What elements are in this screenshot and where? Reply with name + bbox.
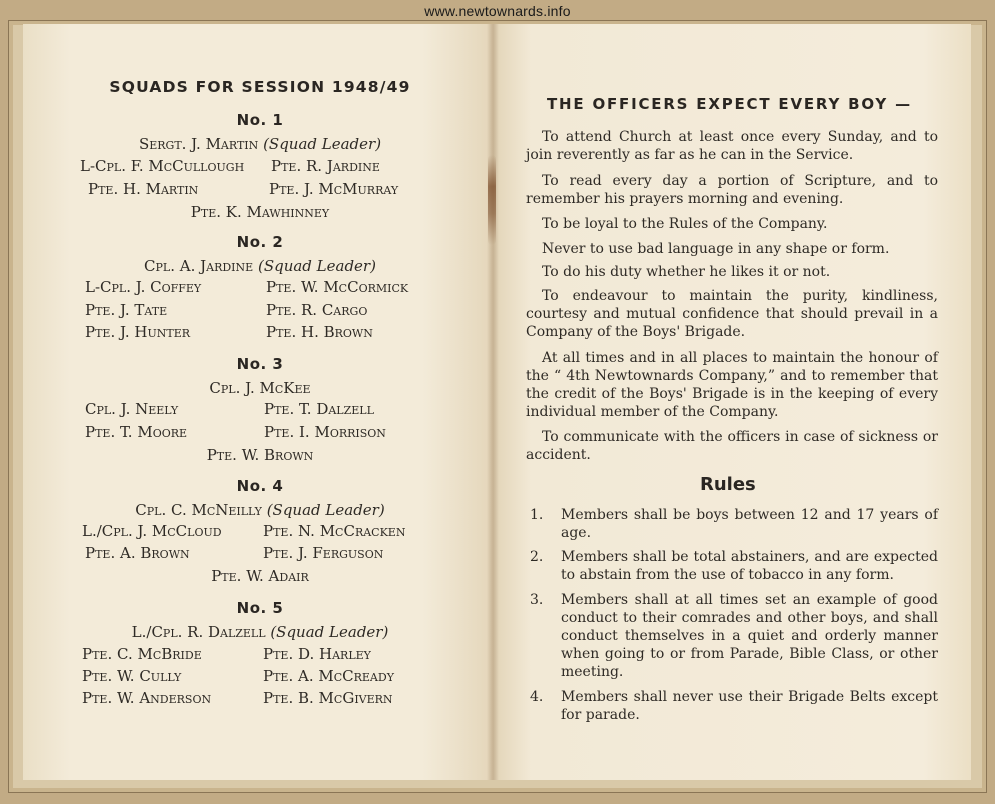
squad-3-leader	[0, 379, 520, 397]
expectation-paragraph: To attend Church at least once every Sunday, and to join reverently as far as he can in the Service.	[526, 129, 938, 163]
squad-2-member: Pte. R. Cargo	[266, 301, 368, 319]
leader-name: L./Cpl. R. Dalzell	[131, 623, 266, 641]
leader-name: Cpl. J. McKee	[209, 379, 311, 397]
expectation-paragraph: To do his duty whether he likes it or not.	[542, 264, 831, 280]
expectation-paragraph: Never to use bad language in any shape or form.	[542, 241, 890, 257]
rule-number: 1.	[530, 507, 544, 523]
leader-name: Cpl. A. Jardine	[144, 257, 254, 275]
rule-item	[530, 688, 938, 724]
squad-3-member: Pte. T. Dalzell	[264, 400, 374, 418]
expectation-paragraph: To read every day a portion of Scripture, and to remember his prayers morning and evening.	[526, 173, 938, 207]
leader-name: Sergt. J. Martin	[138, 135, 259, 153]
squad-5-member: Pte. D. Harley	[263, 645, 371, 663]
squad-1-heading: No. 1	[236, 111, 284, 129]
rule-item	[530, 591, 938, 681]
rule-text: Members shall be boys between 12 and 17 years of age.	[561, 507, 938, 541]
squad-1-leader	[0, 135, 520, 153]
squad-4-member: L./Cpl. J. McCloud	[82, 522, 222, 540]
squad-4-leader	[0, 501, 520, 519]
squad-5-member: Pte. W. Anderson	[82, 689, 212, 707]
squad-3-heading: No. 3	[236, 355, 284, 373]
expectation-paragraph: To be loyal to the Rules of the Company.	[542, 216, 828, 232]
squad-2-member: Pte. J. Tate	[85, 301, 168, 319]
squad-1-member: Pte. R. Jardine	[271, 157, 380, 175]
squad-3-member: Pte. I. Morrison	[264, 423, 386, 441]
leader-role: (Squad Leader)	[263, 135, 382, 153]
rule-item	[530, 506, 938, 542]
squad-5-member: Pte. C. McBride	[82, 645, 202, 663]
squad-4-member: Pte. J. Ferguson	[263, 544, 384, 562]
squad-5-heading: No. 5	[236, 599, 284, 617]
rule-text: Members shall at all times set an example of good conduct to their comrades and other boys, and shall conduct themselves in a quiet and orderly manner when going to or from Parade, Bible Class, or other meeting.	[561, 592, 938, 680]
rule-text: Members shall never use their Brigade Belts except for parade.	[561, 689, 938, 723]
leader-name: Cpl. C. McNeilly	[135, 501, 262, 519]
expectation-paragraph: To communicate with the officers in case of sickness or accident.	[526, 429, 938, 463]
rule-item	[530, 548, 938, 584]
squad-2-member: Pte. W. McCormick	[266, 278, 409, 296]
squad-5-member: Pte. B. McGivern	[263, 689, 393, 707]
leader-role: (Squad Leader)	[270, 623, 389, 641]
squad-5-member: Pte. W. Cully	[82, 667, 182, 685]
squad-4-member: Pte. N. McCracken	[263, 522, 406, 540]
squad-4-member: Pte. A. Brown	[85, 544, 190, 562]
rule-number: 2.	[530, 549, 544, 565]
squad-5-member: Pte. A. McCready	[263, 667, 394, 685]
squad-1-member: Pte. K. Mawhinney	[190, 203, 330, 221]
officers-title: THE OFFICERS EXPECT EVERY BOY —	[547, 95, 912, 113]
squad-1-member: Pte. H. Martin	[88, 180, 199, 198]
squad-3-member: Pte. W. Brown	[206, 446, 314, 464]
leader-role: (Squad Leader)	[257, 257, 376, 275]
rule-number: 3.	[530, 592, 544, 608]
squad-4-heading: No. 4	[236, 477, 284, 495]
rule-text: Members shall be total abstainers, and are expected to abstain from the use of tobacco in any form.	[561, 549, 938, 583]
rules-heading: Rules	[700, 474, 756, 495]
squad-1-member: L-Cpl. F. McCullough	[80, 157, 245, 175]
rust-stain	[488, 155, 496, 245]
squad-3-member: Pte. T. Moore	[85, 423, 188, 441]
squads-title: SQUADS FOR SESSION 1948/49	[109, 78, 411, 96]
squad-2-leader	[0, 257, 520, 275]
squad-2-member: Pte. H. Brown	[266, 323, 373, 341]
squad-3-member: Cpl. J. Neely	[85, 400, 179, 418]
expectation-paragraph: At all times and in all places to maintain the honour of the “ 4th Newtownards Company,” and to remember that the credit of the Boys' Brigade is in the keeping of every individual member of the Company.	[526, 350, 938, 420]
squad-2-member: Pte. J. Hunter	[85, 323, 191, 341]
squad-5-leader	[0, 623, 520, 641]
site-url: www.newtownards.info	[424, 3, 571, 19]
expectation-paragraph: To endeavour to maintain the purity, kindliness, courtesy and mutual confidence that should prevail in a Company of the Boys' Brigade.	[526, 288, 938, 340]
squad-2-member: L-Cpl. J. Coffey	[85, 278, 202, 296]
squad-1-member: Pte. J. McMurray	[269, 180, 399, 198]
squad-2-heading: No. 2	[236, 233, 284, 251]
squad-4-member: Pte. W. Adair	[211, 567, 309, 585]
leader-role: (Squad Leader)	[266, 501, 385, 519]
rule-number: 4.	[530, 689, 544, 705]
